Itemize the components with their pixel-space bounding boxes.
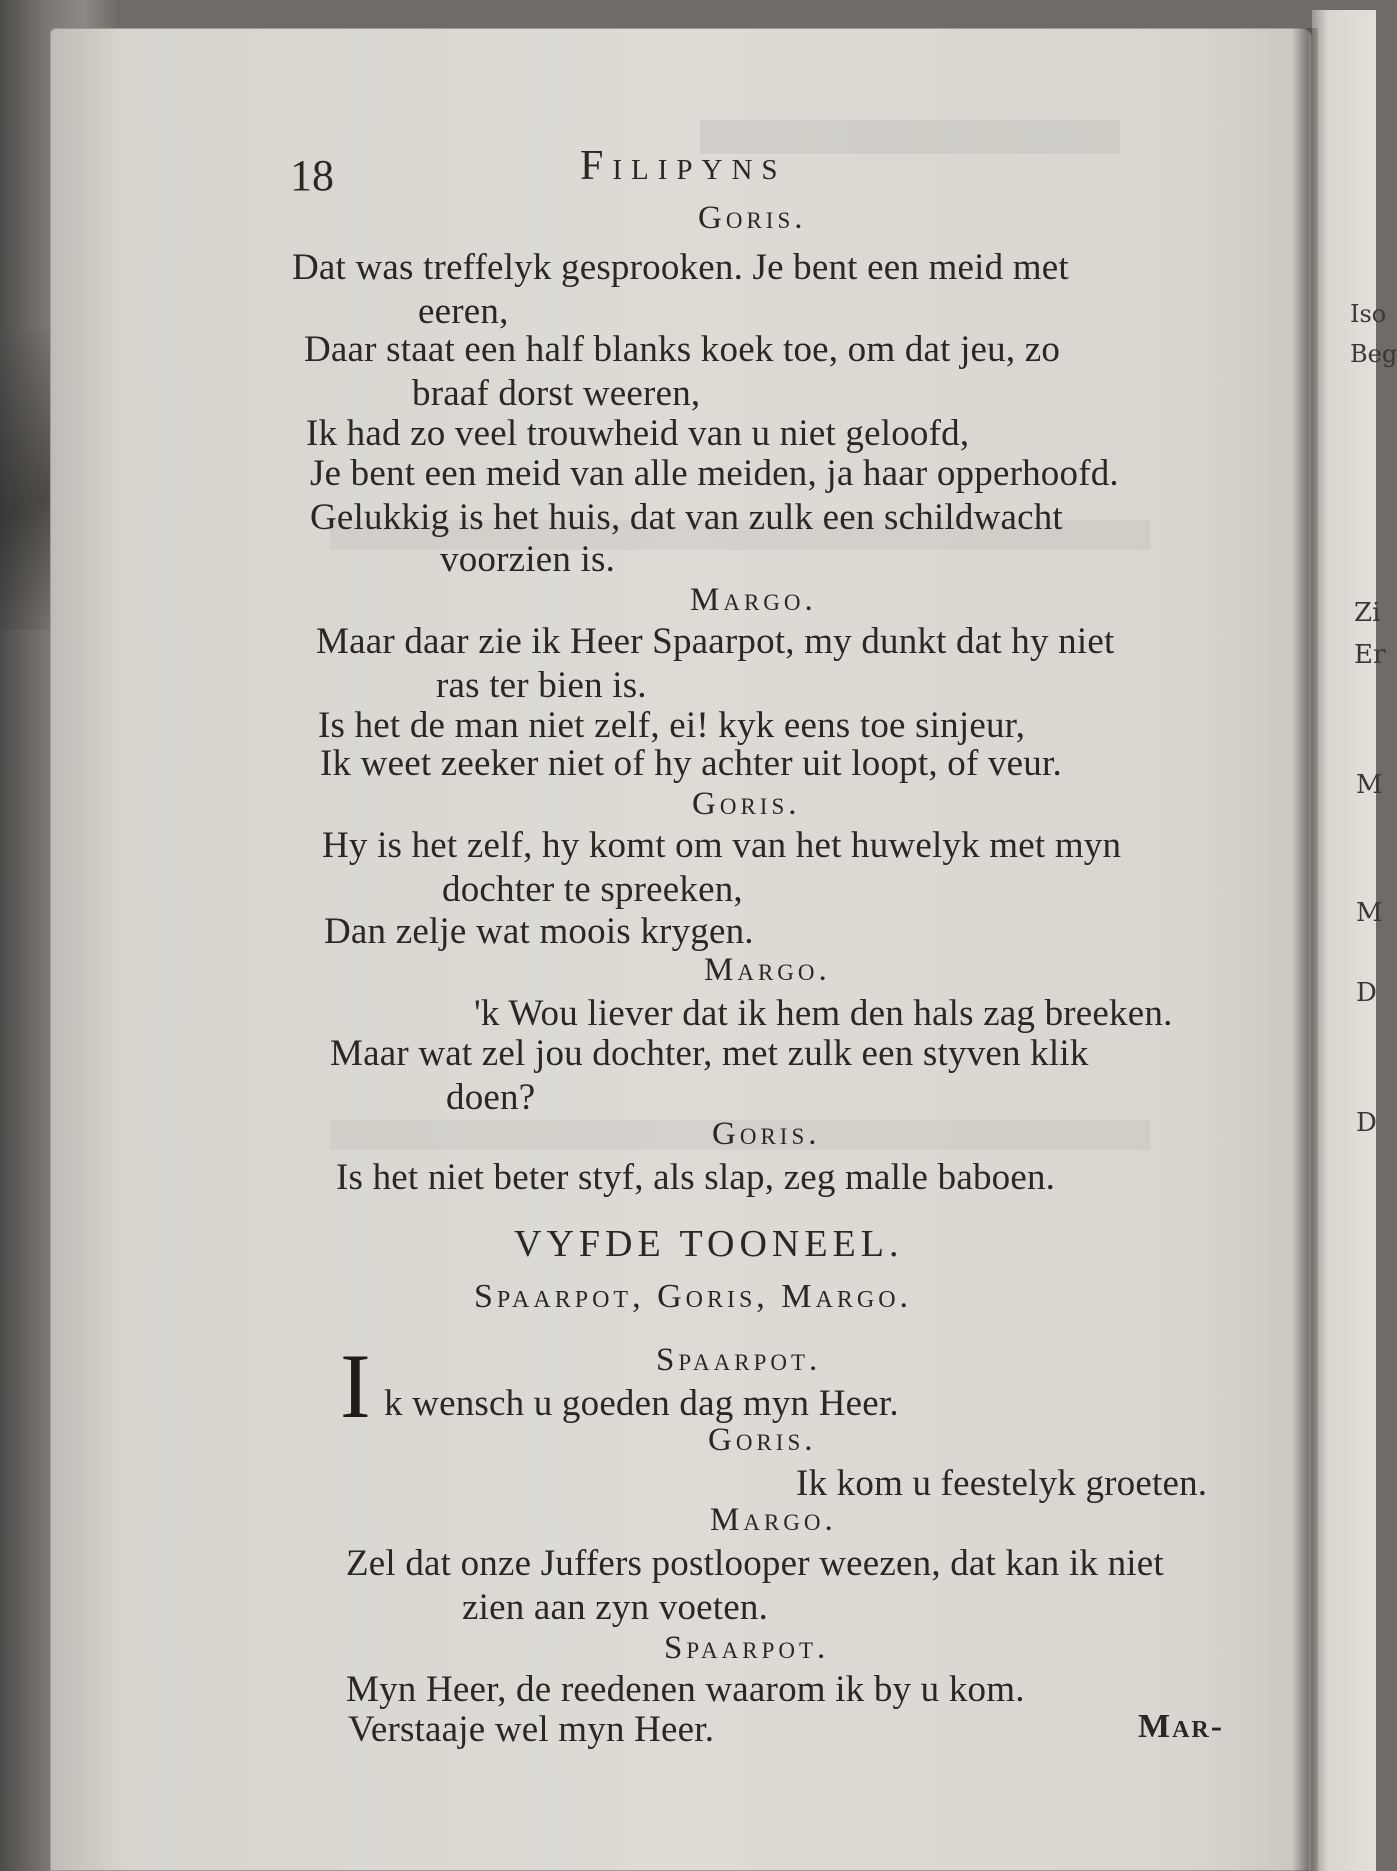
verse-line: Ik had zo veel trouwheid van u niet geloofd,	[306, 413, 970, 454]
verse-line: Myn Heer, de reedenen waarom ik by u kom.	[346, 1669, 1025, 1710]
page-gutter-shadow	[1292, 28, 1318, 1871]
facing-page-text: Er	[1354, 640, 1386, 670]
speaker-name: Margo.	[704, 952, 831, 988]
verse-line: braaf dorst weeren,	[412, 373, 701, 414]
verse-line: ras ter bien is.	[436, 665, 647, 706]
catchword: Mar-	[1138, 1708, 1225, 1745]
speaker-name: Spaarpot.	[656, 1342, 822, 1378]
speaker-name: Goris.	[712, 1116, 821, 1152]
speaker-name: Goris.	[698, 200, 807, 236]
verse-line: k wensch u goeden dag myn Heer.	[384, 1383, 899, 1424]
verse-line: Dan zelje wat moois krygen.	[324, 911, 754, 952]
facing-page-text: M	[1356, 898, 1383, 928]
verse-line: Je bent een meid van alle meiden, ja haar opperhoofd.	[310, 453, 1119, 494]
page-number: 18	[290, 151, 334, 200]
speaker-name: Margo.	[690, 582, 817, 618]
verse-line: Ik weet zeeker niet of hy achter uit loopt, of veur.	[320, 743, 1062, 784]
cast-list: Spaarpot, Goris, Margo.	[474, 1278, 913, 1315]
verse-line: Gelukkig is het huis, dat van zulk een schildwacht	[310, 497, 1063, 538]
verse-line: Daar staat een half blanks koek toe, om dat jeu, zo	[304, 329, 1061, 370]
verse-line: Zel dat onze Juffers postlooper weezen, dat kan ik niet	[346, 1543, 1164, 1584]
speaker-name: Goris.	[708, 1422, 817, 1458]
facing-page-text: Zi	[1354, 598, 1381, 628]
verse-line: Is het de man niet zelf, ei! kyk eens toe sinjeur,	[318, 705, 1026, 746]
verse-line: doen?	[446, 1077, 536, 1118]
verse-line: voorzien is.	[440, 539, 616, 580]
facing-page-text: D	[1356, 978, 1377, 1008]
facing-page	[1312, 10, 1376, 1871]
speaker-name: Goris.	[692, 786, 801, 822]
scene-heading: VYFDE TOONEEL.	[514, 1223, 904, 1265]
facing-page-text: M	[1356, 770, 1383, 800]
speaker-name: Margo.	[710, 1502, 837, 1538]
verse-line: Ik kom u feestelyk groeten.	[796, 1463, 1208, 1504]
verse-line: Maar wat zel jou dochter, met zulk een styven klik	[330, 1033, 1089, 1074]
verse-line: Is het niet beter styf, als slap, zeg malle baboen.	[336, 1157, 1056, 1198]
facing-page-text: D	[1356, 1108, 1377, 1138]
verse-line: eeren,	[418, 291, 509, 332]
facing-page-text: Iso	[1350, 300, 1387, 328]
drop-capital: I	[340, 1335, 371, 1437]
speaker-name: Spaarpot.	[664, 1630, 830, 1666]
verse-line: Hy is het zelf, hy komt om van het huwelyk met myn	[322, 825, 1122, 866]
verse-line: Maar daar zie ik Heer Spaarpot, my dunkt dat hy niet	[316, 621, 1115, 662]
verse-line: Verstaaje wel myn Heer.	[348, 1709, 715, 1750]
verse-line: dochter te spreeken,	[442, 869, 743, 910]
running-head: Filipyns	[580, 143, 787, 189]
facing-page-text: Beg	[1350, 340, 1397, 368]
verse-line: Dat was treffelyk gesprooken. Je bent een meid met	[292, 247, 1069, 288]
verse-line: 'k Wou liever dat ik hem den hals zag breeken.	[474, 993, 1173, 1034]
verse-line: zien aan zyn voeten.	[462, 1587, 769, 1628]
